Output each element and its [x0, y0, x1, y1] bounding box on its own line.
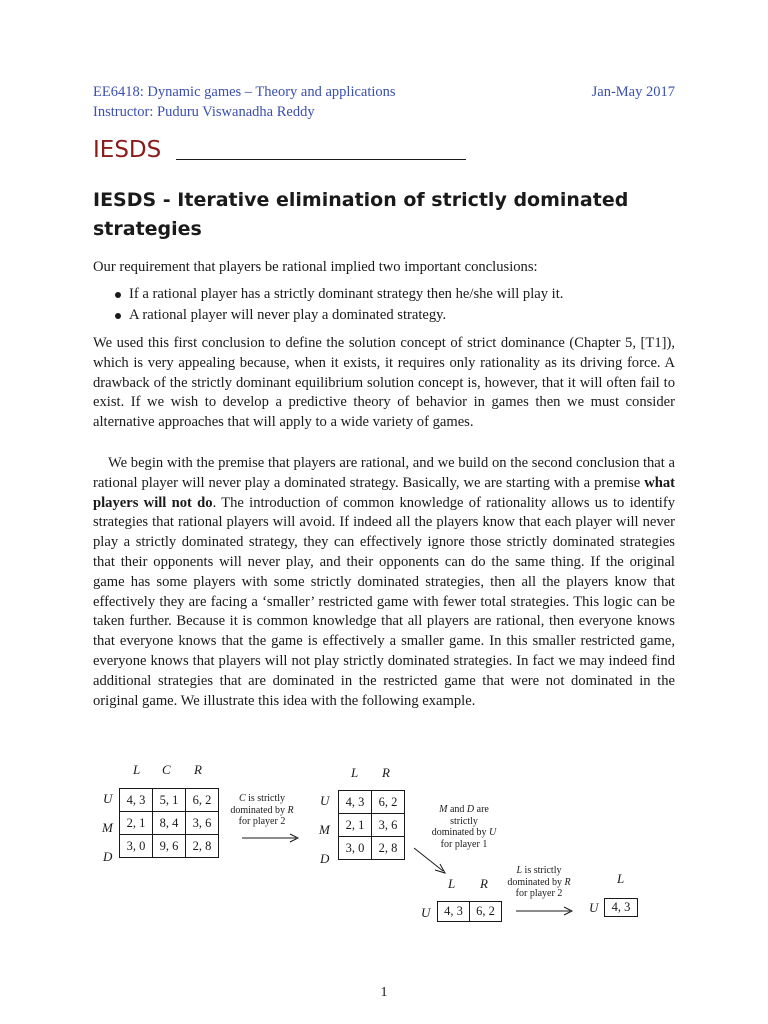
note2-tail: are	[474, 804, 489, 815]
note3-var: L	[516, 865, 523, 876]
game1-col-label: L	[133, 762, 141, 777]
payoff-cell: 4, 3	[120, 789, 153, 812]
note3-line2: dominated by	[507, 876, 565, 888]
title-rule	[176, 159, 466, 160]
game2-row-label: D	[320, 851, 330, 866]
payoff-cell: 8, 4	[153, 812, 186, 835]
note3-var2: R	[564, 876, 571, 888]
note1-line2: dominated by	[230, 804, 288, 816]
payoff-cell: 6, 2	[186, 789, 219, 812]
note2-line2: strictly	[450, 815, 478, 827]
payoff-cell: 9, 6	[153, 835, 186, 858]
page-number: 1	[380, 985, 388, 1000]
elimination-note-2	[424, 804, 504, 850]
course-title: EE6418: Dynamic games – Theory and applications	[93, 84, 396, 100]
payoff-cell: 6, 2	[372, 791, 405, 814]
instructor-label: Instructor: Puduru Viswanadha Reddy	[93, 104, 315, 120]
game3-col-label: L	[448, 876, 456, 891]
paragraph-2	[93, 454, 675, 711]
bullet-dot	[115, 313, 121, 319]
game2-row-label: M	[319, 822, 330, 837]
payoff-cell: 2, 1	[339, 814, 372, 837]
game2-col-label: L	[351, 765, 359, 780]
game4-row-label: U	[589, 900, 599, 915]
game3-payoff-matrix	[437, 901, 502, 922]
game1-row-label: D	[103, 849, 113, 864]
game4-payoff-matrix	[604, 898, 638, 917]
note1-var: C	[238, 793, 246, 804]
note1-line3: for player 2	[238, 816, 286, 827]
game1-payoff-matrix	[119, 788, 219, 858]
note1-line1: is strictly	[245, 793, 286, 804]
payoff-cell: 3, 0	[120, 835, 153, 858]
payoff-cell: 2, 1	[120, 812, 153, 835]
note1-var2: R	[287, 804, 294, 816]
payoff-cell: 4, 3	[339, 791, 372, 814]
payoff-cell: 4, 3	[605, 899, 638, 917]
payoff-cell: 2, 8	[372, 837, 405, 860]
game1-row-label: M	[102, 820, 113, 835]
payoff-cell: 5, 1	[153, 789, 186, 812]
payoff-cell: 2, 8	[186, 835, 219, 858]
intro-paragraph: Our requirement that players be rational implied two important conclusions:	[93, 259, 538, 275]
bullet-item-2: A rational player will never play a dominated strategy.	[129, 307, 447, 323]
game3-row-label: U	[421, 905, 431, 920]
note2-line3: dominated by	[431, 827, 489, 838]
note3-line3: for player 2	[515, 888, 563, 899]
note3-line1: is strictly	[522, 865, 562, 876]
payoff-cell: 3, 0	[339, 837, 372, 860]
note2-var-b: D	[466, 804, 475, 815]
game2-payoff-matrix	[338, 790, 405, 860]
elimination-note-3	[500, 865, 578, 900]
section-heading	[93, 186, 683, 244]
section-heading-line1: IESDS - Iterative elimination of strictly dominated	[93, 189, 629, 211]
paragraph-2-rest: . The introduction of common knowledge of rationality allows us to identify strategies that rational players will avoid. If indeed all the players know that each player will never play a strictly dominated strategy, they can effectively ignore those strictly dominated strategies that their opponents will never play, and their opponents can do the same thing. If the original game has some players with some strictly dominated strategies, then all the players know that effectively they are facing a ‘smaller’ restricted game with fewer total strategies. This logic can be taken further. Because it is common knowledge that all players are rational, then everyone knows that everyone knows that the game is effectively a smaller game. In this smaller restricted game, everyone knows that players will not play strictly dominated strategies. In fact we may indeed find additional strategies that are dominated in the restricted game that were not dominated in the original game. We illustrate this idea with the following example.	[93, 494, 676, 709]
payoff-cell: 6, 2	[470, 902, 502, 922]
term-label: Jan-May 2017	[591, 84, 675, 100]
elimination-note-1	[224, 793, 300, 828]
note2-line4: for player 1	[440, 838, 488, 850]
arrow-right-icon	[240, 832, 302, 844]
game4-col-label: L	[617, 871, 625, 886]
payoff-cell: 4, 3	[438, 902, 470, 922]
note2-mid: and	[447, 804, 467, 815]
paragraph-2-bold: what players will not do	[93, 474, 675, 511]
note2-var2: U	[488, 827, 497, 838]
payoff-cell: 3, 6	[186, 812, 219, 835]
paragraph-1: We used this first conclusion to define the solution concept of strict dominance (Chapter 5, [T1]), which is very appealing because, when it exists, it requires only rationality as its driving force. A drawback of the strictly dominant equilibrium solution concept is, however, that it will often fail to exist. If we wish to develop a predictive theory of behavior in games then we must consider alternative approaches that will apply to a wide variety of games.	[93, 335, 675, 431]
section-heading-line2: strategies	[93, 218, 202, 240]
paragraph-2-start: We begin with the premise that players are rational, and we build on the second conclusion that a rational player will never play a dominated strategy. Basically, we are starting with a premise	[93, 455, 675, 491]
arrow-right-icon	[514, 905, 576, 917]
payoff-cell: 3, 6	[372, 814, 405, 837]
game2-col-label: R	[382, 765, 390, 780]
bullet-dot	[115, 292, 121, 298]
game2-row-label: U	[320, 793, 330, 808]
game3-col-label: R	[480, 876, 488, 891]
arrow-down-right-icon	[412, 846, 448, 876]
game1-row-label: U	[103, 791, 113, 806]
bullet-item-1: If a rational player has a strictly dominant strategy then he/she will play it.	[129, 286, 564, 302]
note2-var: M	[439, 804, 448, 815]
page-title: IESDS	[93, 137, 162, 163]
game1-col-label: R	[194, 762, 202, 777]
game1-col-label: C	[162, 762, 171, 777]
